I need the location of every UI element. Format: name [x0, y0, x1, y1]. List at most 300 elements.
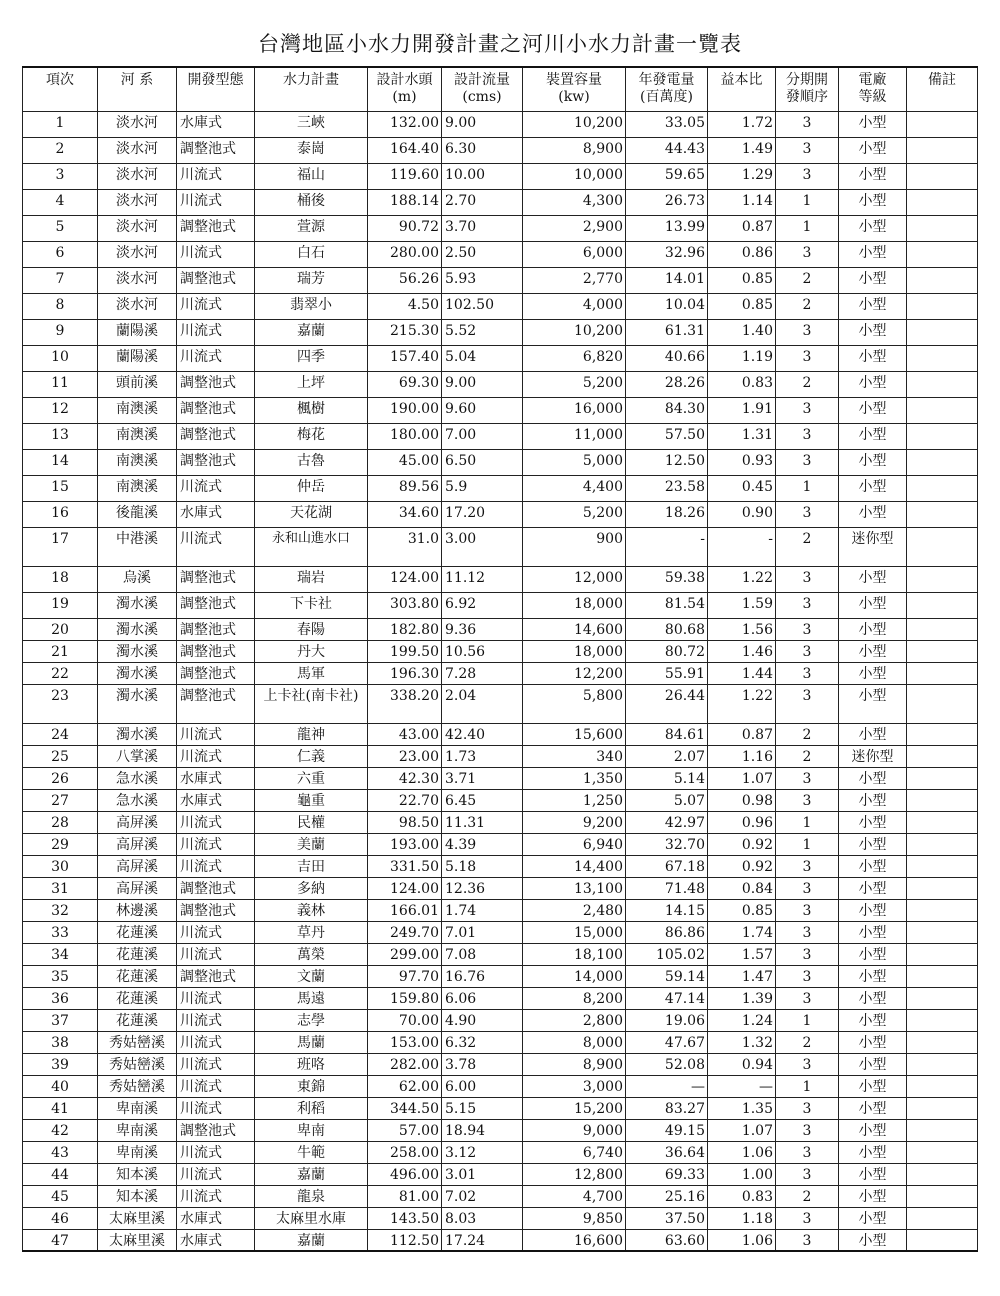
- cell-phase: 3: [776, 137, 839, 163]
- cell-plan: 三峽: [255, 111, 368, 137]
- cell-class: 小型: [839, 855, 907, 877]
- cell-flow: 5.93: [442, 267, 523, 293]
- cell-phase: 1: [776, 1075, 839, 1097]
- cell-energy: 26.44: [626, 684, 708, 723]
- cell-note: [907, 241, 978, 267]
- cell-ratio: 1.22: [708, 684, 776, 723]
- cell-capacity: 14,000: [523, 965, 626, 987]
- cell-phase: 3: [776, 1097, 839, 1119]
- cell-no: 4: [23, 189, 98, 215]
- table-row: [23, 319, 978, 345]
- table-row: [23, 423, 978, 449]
- cell-capacity: 8,000: [523, 1031, 626, 1053]
- cell-type: 調整池式: [177, 215, 255, 241]
- cell-energy: 63.60: [626, 1229, 708, 1251]
- cell-no: 25: [23, 745, 98, 767]
- cell-no: 42: [23, 1119, 98, 1141]
- header-plan: 水力計畫: [255, 67, 368, 111]
- cell-head: 132.00: [368, 111, 442, 137]
- cell-class: 小型: [839, 137, 907, 163]
- cell-energy: 49.15: [626, 1119, 708, 1141]
- table-row: [23, 789, 978, 811]
- header-class-line2: 等級: [858, 89, 887, 106]
- cell-flow: 11.31: [442, 811, 523, 833]
- cell-energy: 13.99: [626, 215, 708, 241]
- cell-plan: 福山: [255, 163, 368, 189]
- cell-flow: 10.56: [442, 640, 523, 662]
- cell-class: 小型: [839, 1053, 907, 1075]
- cell-plan: 義林: [255, 899, 368, 921]
- cell-river: 濁水溪: [98, 662, 177, 684]
- cell-no: 38: [23, 1031, 98, 1053]
- cell-note: [907, 475, 978, 501]
- cell-head: 90.72: [368, 215, 442, 241]
- cell-type: 川流式: [177, 943, 255, 965]
- cell-class: 小型: [839, 163, 907, 189]
- cell-class: 小型: [839, 449, 907, 475]
- cell-note: [907, 423, 978, 449]
- cell-ratio: 0.85: [708, 267, 776, 293]
- cell-ratio: 0.85: [708, 899, 776, 921]
- cell-capacity: 8,200: [523, 987, 626, 1009]
- cell-no: 22: [23, 662, 98, 684]
- cell-energy: 57.50: [626, 423, 708, 449]
- cell-flow: 1.73: [442, 745, 523, 767]
- table-row: [23, 566, 978, 592]
- cell-class: 小型: [839, 833, 907, 855]
- cell-no: 36: [23, 987, 98, 1009]
- cell-note: [907, 137, 978, 163]
- cell-no: 28: [23, 811, 98, 833]
- cell-note: [907, 566, 978, 592]
- cell-phase: 3: [776, 684, 839, 723]
- cell-plan: 永和山進水口: [255, 527, 368, 566]
- cell-head: 124.00: [368, 566, 442, 592]
- cell-flow: 9.36: [442, 618, 523, 640]
- cell-flow: 6.45: [442, 789, 523, 811]
- cell-head: 69.30: [368, 371, 442, 397]
- cell-ratio: 1.32: [708, 1031, 776, 1053]
- cell-class: 小型: [839, 1075, 907, 1097]
- cell-head: 119.60: [368, 163, 442, 189]
- cell-type: 調整池式: [177, 640, 255, 662]
- cell-flow: 6.92: [442, 592, 523, 618]
- table-row: [23, 1229, 978, 1251]
- cell-phase: 3: [776, 789, 839, 811]
- cell-energy: 10.04: [626, 293, 708, 319]
- cell-phase: 3: [776, 592, 839, 618]
- cell-flow: 7.02: [442, 1185, 523, 1207]
- cell-ratio: 0.45: [708, 475, 776, 501]
- cell-ratio: 1.19: [708, 345, 776, 371]
- cell-class: 小型: [839, 921, 907, 943]
- table-row: [23, 111, 978, 137]
- cell-capacity: 1,250: [523, 789, 626, 811]
- cell-no: 21: [23, 640, 98, 662]
- cell-plan: 草丹: [255, 921, 368, 943]
- cell-capacity: 15,000: [523, 921, 626, 943]
- cell-energy: 40.66: [626, 345, 708, 371]
- cell-phase: 3: [776, 397, 839, 423]
- cell-flow: 6.30: [442, 137, 523, 163]
- cell-capacity: 10,200: [523, 319, 626, 345]
- table-row: [23, 1009, 978, 1031]
- header-flow-unit: (cms): [462, 89, 502, 106]
- cell-head: 34.60: [368, 501, 442, 527]
- cell-type: 調整池式: [177, 899, 255, 921]
- cell-class: 小型: [839, 1207, 907, 1229]
- cell-head: 159.80: [368, 987, 442, 1009]
- cell-note: [907, 1075, 978, 1097]
- cell-class: 小型: [839, 811, 907, 833]
- cell-energy: 67.18: [626, 855, 708, 877]
- cell-note: [907, 833, 978, 855]
- cell-flow: 16.76: [442, 965, 523, 987]
- cell-river: 秀姑巒溪: [98, 1031, 177, 1053]
- cell-ratio: 1.72: [708, 111, 776, 137]
- cell-class: 小型: [839, 899, 907, 921]
- cell-plan: 下卡社: [255, 592, 368, 618]
- cell-flow: 9.00: [442, 111, 523, 137]
- cell-type: 川流式: [177, 345, 255, 371]
- cell-flow: 2.70: [442, 189, 523, 215]
- cell-class: 小型: [839, 1097, 907, 1119]
- cell-capacity: 11,000: [523, 423, 626, 449]
- cell-class: 小型: [839, 789, 907, 811]
- cell-type: 調整池式: [177, 592, 255, 618]
- cell-phase: 3: [776, 1119, 839, 1141]
- cell-plan: 嘉蘭: [255, 1229, 368, 1251]
- cell-no: 29: [23, 833, 98, 855]
- cell-energy: 5.14: [626, 767, 708, 789]
- cell-capacity: 4,400: [523, 475, 626, 501]
- cell-note: [907, 899, 978, 921]
- cell-river: 淡水河: [98, 163, 177, 189]
- cell-no: 40: [23, 1075, 98, 1097]
- cell-phase: 3: [776, 345, 839, 371]
- cell-plan: 馬軍: [255, 662, 368, 684]
- header-capacity-label: 裝置容量: [546, 72, 602, 89]
- table-row: [23, 640, 978, 662]
- cell-phase: 3: [776, 987, 839, 1009]
- cell-head: 303.80: [368, 592, 442, 618]
- cell-phase: 3: [776, 1141, 839, 1163]
- hydro-plan-table: [22, 66, 978, 1252]
- cell-plan: 春陽: [255, 618, 368, 640]
- header-type: 開發型態: [177, 67, 255, 111]
- cell-river: 花蓮溪: [98, 987, 177, 1009]
- cell-class: 小型: [839, 640, 907, 662]
- cell-type: 調整池式: [177, 877, 255, 899]
- cell-note: [907, 767, 978, 789]
- cell-type: 川流式: [177, 1009, 255, 1031]
- cell-flow: 6.50: [442, 449, 523, 475]
- cell-type: 川流式: [177, 1185, 255, 1207]
- header-capacity-unit: (kw): [558, 89, 590, 106]
- cell-capacity: 2,480: [523, 899, 626, 921]
- cell-capacity: 10,000: [523, 163, 626, 189]
- cell-no: 30: [23, 855, 98, 877]
- cell-no: 3: [23, 163, 98, 189]
- cell-phase: 3: [776, 965, 839, 987]
- cell-note: [907, 1207, 978, 1229]
- cell-note: [907, 592, 978, 618]
- cell-plan: 翡翠小: [255, 293, 368, 319]
- cell-ratio: 1.56: [708, 618, 776, 640]
- cell-energy: 18.26: [626, 501, 708, 527]
- page-title: 台灣地區小水力開發計畫之河川小水力計畫一覽表: [258, 32, 742, 56]
- cell-ratio: 0.87: [708, 723, 776, 745]
- cell-note: [907, 1097, 978, 1119]
- cell-river: 太麻里溪: [98, 1229, 177, 1251]
- cell-phase: 3: [776, 855, 839, 877]
- cell-note: [907, 111, 978, 137]
- cell-type: 川流式: [177, 1075, 255, 1097]
- cell-class: 小型: [839, 319, 907, 345]
- cell-river: 頭前溪: [98, 371, 177, 397]
- cell-capacity: 900: [523, 527, 626, 566]
- cell-class: 小型: [839, 1009, 907, 1031]
- cell-ratio: 0.86: [708, 241, 776, 267]
- cell-ratio: 1.40: [708, 319, 776, 345]
- cell-plan: 萬榮: [255, 943, 368, 965]
- cell-energy: 52.08: [626, 1053, 708, 1075]
- table-row: [23, 1075, 978, 1097]
- cell-head: 344.50: [368, 1097, 442, 1119]
- header-class: [839, 67, 907, 111]
- cell-head: 496.00: [368, 1163, 442, 1185]
- table-row: [23, 921, 978, 943]
- cell-class: 小型: [839, 1185, 907, 1207]
- cell-head: 331.50: [368, 855, 442, 877]
- cell-river: 烏溪: [98, 566, 177, 592]
- cell-no: 46: [23, 1207, 98, 1229]
- cell-phase: 1: [776, 215, 839, 241]
- cell-energy: 105.02: [626, 943, 708, 965]
- cell-head: 338.20: [368, 684, 442, 723]
- table-row: [23, 371, 978, 397]
- cell-note: [907, 293, 978, 319]
- cell-type: 川流式: [177, 293, 255, 319]
- cell-no: 9: [23, 319, 98, 345]
- cell-flow: 102.50: [442, 293, 523, 319]
- cell-class: 小型: [839, 267, 907, 293]
- cell-note: [907, 684, 978, 723]
- cell-class: 小型: [839, 345, 907, 371]
- cell-type: 調整池式: [177, 566, 255, 592]
- cell-phase: 3: [776, 640, 839, 662]
- cell-capacity: 5,000: [523, 449, 626, 475]
- cell-note: [907, 745, 978, 767]
- cell-note: [907, 1229, 978, 1251]
- cell-head: 157.40: [368, 345, 442, 371]
- cell-note: [907, 640, 978, 662]
- cell-note: [907, 618, 978, 640]
- cell-phase: 1: [776, 833, 839, 855]
- cell-plan: 牛範: [255, 1141, 368, 1163]
- cell-note: [907, 501, 978, 527]
- cell-energy: 2.07: [626, 745, 708, 767]
- cell-flow: 4.90: [442, 1009, 523, 1031]
- cell-flow: 7.08: [442, 943, 523, 965]
- cell-class: 小型: [839, 189, 907, 215]
- cell-ratio: 0.92: [708, 855, 776, 877]
- table-row: [23, 397, 978, 423]
- header-river: 河 系: [98, 67, 177, 111]
- cell-capacity: 5,200: [523, 501, 626, 527]
- cell-plan: 嘉蘭: [255, 1163, 368, 1185]
- cell-river: 急水溪: [98, 789, 177, 811]
- cell-energy: 59.38: [626, 566, 708, 592]
- cell-type: 調整池式: [177, 371, 255, 397]
- cell-ratio: 1.49: [708, 137, 776, 163]
- cell-capacity: 4,000: [523, 293, 626, 319]
- cell-no: 20: [23, 618, 98, 640]
- cell-capacity: 10,200: [523, 111, 626, 137]
- cell-energy: 71.48: [626, 877, 708, 899]
- cell-phase: 1: [776, 811, 839, 833]
- cell-ratio: -: [708, 527, 776, 566]
- header-energy-unit: (百萬度): [640, 89, 693, 106]
- cell-head: 98.50: [368, 811, 442, 833]
- cell-no: 41: [23, 1097, 98, 1119]
- cell-capacity: 1,350: [523, 767, 626, 789]
- table-row: [23, 475, 978, 501]
- cell-head: 70.00: [368, 1009, 442, 1031]
- header-class-line1: 電廠: [858, 72, 887, 89]
- cell-note: [907, 855, 978, 877]
- cell-type: 川流式: [177, 745, 255, 767]
- cell-head: 42.30: [368, 767, 442, 789]
- cell-no: 39: [23, 1053, 98, 1075]
- cell-no: 18: [23, 566, 98, 592]
- cell-note: [907, 1009, 978, 1031]
- cell-head: 182.80: [368, 618, 442, 640]
- cell-phase: 3: [776, 767, 839, 789]
- cell-energy: 28.26: [626, 371, 708, 397]
- cell-head: 280.00: [368, 241, 442, 267]
- cell-ratio: 1.57: [708, 943, 776, 965]
- header-head-label: 設計水頭: [376, 72, 433, 89]
- cell-ratio: 1.91: [708, 397, 776, 423]
- table-row: [23, 943, 978, 965]
- cell-plan: 四季: [255, 345, 368, 371]
- cell-phase: 3: [776, 111, 839, 137]
- cell-type: 調整池式: [177, 267, 255, 293]
- cell-river: 秀姑巒溪: [98, 1075, 177, 1097]
- table-row: [23, 1207, 978, 1229]
- cell-flow: 42.40: [442, 723, 523, 745]
- cell-energy: 12.50: [626, 449, 708, 475]
- cell-energy: 80.68: [626, 618, 708, 640]
- cell-plan: 天花湖: [255, 501, 368, 527]
- cell-flow: 3.01: [442, 1163, 523, 1185]
- cell-plan: 白石: [255, 241, 368, 267]
- cell-note: [907, 345, 978, 371]
- cell-energy: 69.33: [626, 1163, 708, 1185]
- cell-river: 花蓮溪: [98, 921, 177, 943]
- cell-phase: 2: [776, 527, 839, 566]
- cell-type: 川流式: [177, 1163, 255, 1185]
- cell-river: 知本溪: [98, 1185, 177, 1207]
- cell-class: 小型: [839, 767, 907, 789]
- cell-no: 37: [23, 1009, 98, 1031]
- cell-ratio: 0.94: [708, 1053, 776, 1075]
- cell-energy: 47.67: [626, 1031, 708, 1053]
- header-note: 備註: [907, 67, 978, 111]
- cell-note: [907, 921, 978, 943]
- cell-no: 14: [23, 449, 98, 475]
- cell-river: 南澳溪: [98, 449, 177, 475]
- cell-no: 16: [23, 501, 98, 527]
- cell-no: 35: [23, 965, 98, 987]
- cell-ratio: 1.07: [708, 767, 776, 789]
- cell-note: [907, 877, 978, 899]
- table-row: [23, 1119, 978, 1141]
- table-row: [23, 899, 978, 921]
- cell-head: 180.00: [368, 423, 442, 449]
- cell-energy: 14.01: [626, 267, 708, 293]
- cell-capacity: 12,200: [523, 662, 626, 684]
- cell-river: 蘭陽溪: [98, 319, 177, 345]
- cell-type: 川流式: [177, 1097, 255, 1119]
- cell-note: [907, 987, 978, 1009]
- cell-plan: 丹大: [255, 640, 368, 662]
- cell-ratio: 1.59: [708, 592, 776, 618]
- cell-capacity: 18,000: [523, 592, 626, 618]
- cell-plan: 吉田: [255, 855, 368, 877]
- cell-energy: 19.06: [626, 1009, 708, 1031]
- cell-no: 23: [23, 684, 98, 723]
- cell-flow: 3.78: [442, 1053, 523, 1075]
- cell-plan: 東錦: [255, 1075, 368, 1097]
- cell-note: [907, 662, 978, 684]
- cell-ratio: 1.35: [708, 1097, 776, 1119]
- cell-flow: 1.74: [442, 899, 523, 921]
- cell-plan: 梅花: [255, 423, 368, 449]
- cell-head: 143.50: [368, 1207, 442, 1229]
- cell-capacity: 6,820: [523, 345, 626, 371]
- table-row: [23, 527, 978, 566]
- cell-river: 後龍溪: [98, 501, 177, 527]
- cell-phase: 2: [776, 745, 839, 767]
- table-row: [23, 241, 978, 267]
- cell-no: 7: [23, 267, 98, 293]
- cell-energy: 14.15: [626, 899, 708, 921]
- table-row: [23, 618, 978, 640]
- cell-note: [907, 811, 978, 833]
- cell-flow: 4.39: [442, 833, 523, 855]
- cell-flow: 11.12: [442, 566, 523, 592]
- cell-class: 小型: [839, 475, 907, 501]
- cell-river: 秀姑巒溪: [98, 1053, 177, 1075]
- cell-capacity: 3,000: [523, 1075, 626, 1097]
- cell-energy: 86.86: [626, 921, 708, 943]
- table-row: [23, 345, 978, 371]
- cell-plan: 多納: [255, 877, 368, 899]
- cell-plan: 美蘭: [255, 833, 368, 855]
- table-row: [23, 965, 978, 987]
- cell-note: [907, 319, 978, 345]
- cell-plan: 馬蘭: [255, 1031, 368, 1053]
- cell-river: 花蓮溪: [98, 965, 177, 987]
- cell-ratio: 1.00: [708, 1163, 776, 1185]
- cell-ratio: 0.84: [708, 877, 776, 899]
- cell-phase: 3: [776, 1053, 839, 1075]
- cell-class: 小型: [839, 215, 907, 241]
- cell-head: 282.00: [368, 1053, 442, 1075]
- table-row: [23, 855, 978, 877]
